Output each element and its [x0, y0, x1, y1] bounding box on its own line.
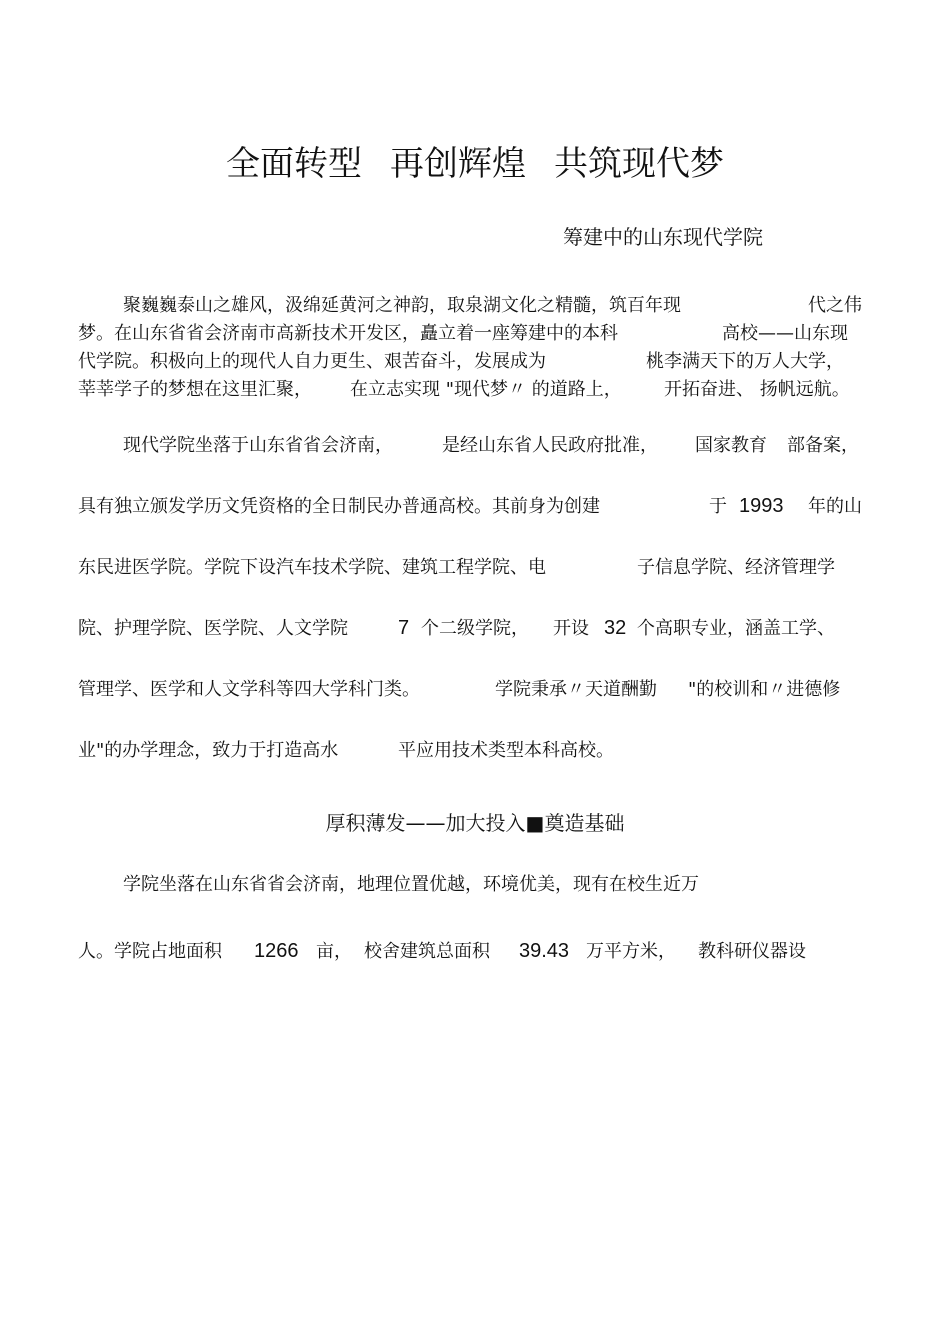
- text-line: 具有独立颁发学历文凭资格的全日制民办普通高校。其前身为创建: [78, 496, 600, 517]
- text-line: 学院秉承〃天道酬勤: [495, 679, 657, 700]
- year-value: 1993: [739, 495, 784, 517]
- text-line: 教科研仪器设: [698, 941, 806, 962]
- text-line: 现代学院坐落于山东省省会济南，: [123, 435, 393, 456]
- text-line: 代之伟: [808, 295, 862, 316]
- area-value: 1266: [254, 940, 299, 962]
- text-line: 院、护理学院、医学院、人文学院: [78, 618, 348, 639]
- text-line: 高校——山东现: [722, 323, 848, 344]
- text-line: 个二级学院，: [421, 618, 529, 639]
- text-line: 万平方米，: [586, 941, 676, 962]
- count-value: 7: [398, 617, 410, 639]
- text-line: 学院坐落在山东省省会济南，地理位置优越，环境优美，现有在校生近万: [123, 874, 699, 895]
- text-line: 莘莘学子的梦想在这里汇聚，: [78, 379, 312, 400]
- text-line: 东民进医学院。学院下设汽车技术学院、建筑工程学院、电: [78, 557, 546, 578]
- text-line: 代学院。积极向上的现代人自力更生、艰苦奋斗，发展成为: [78, 351, 546, 372]
- text-line: 人。学院占地面积: [78, 941, 222, 962]
- page-title: 全面转型 再创辉煌 共筑现代梦: [226, 144, 724, 184]
- text-line: 年的山: [808, 496, 862, 517]
- text-line: 亩，: [316, 941, 352, 962]
- text-line: 开拓奋进、 扬帆远航。: [664, 379, 850, 400]
- text-line: 国家教育: [695, 435, 767, 456]
- text-line: 校舍建筑总面积: [364, 941, 490, 962]
- text-line: 个高职专业，涵盖工学、: [637, 618, 835, 639]
- text-line: 平应用技术类型本科高校。: [398, 740, 614, 761]
- text-line: 业"的办学理念，致力于打造高水: [78, 740, 339, 761]
- area-value: 39.43: [519, 940, 570, 962]
- text-line: 子信息学院、经济管理学: [637, 557, 835, 578]
- text-line: 是经山东省人民政府批准，: [442, 435, 658, 456]
- subtitle: 筹建中的山东现代学院: [563, 225, 763, 249]
- text-line: 聚巍巍泰山之雄风，汲绵延黄河之神韵，取泉湖文化之精髓，筑百年现: [123, 295, 681, 316]
- text-line: 开设: [553, 618, 589, 639]
- text-line: 梦。在山东省省会济南市高新技术开发区，矗立着一座筹建中的本科: [78, 323, 618, 344]
- text-line: 桃李满天下的万人大学，: [646, 351, 844, 372]
- text-line: 在立志实现 "现代梦〃 的道路上，: [350, 379, 622, 400]
- text-line: 管理学、医学和人文学科等四大学科门类。: [78, 679, 420, 700]
- text-line: "的校训和〃进德修: [688, 679, 841, 700]
- count-value: 32: [604, 617, 627, 639]
- text-line: 于: [709, 496, 727, 517]
- section-heading: 厚积薄发——加大投入■奠造基础: [325, 811, 625, 835]
- text-line: 部备案，: [787, 435, 859, 456]
